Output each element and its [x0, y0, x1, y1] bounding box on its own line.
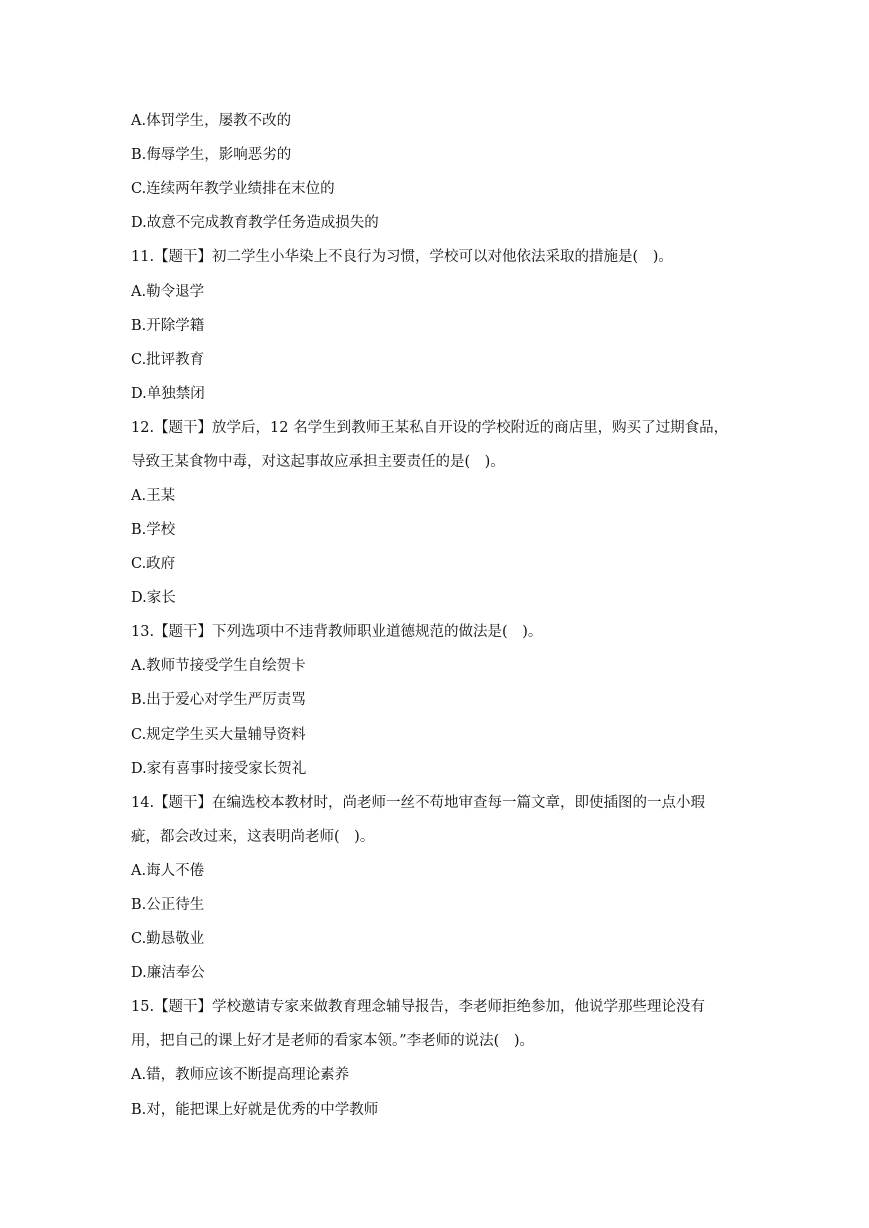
option-line: C.连续两年教学业绩排在末位的: [131, 181, 335, 197]
option-line: C.规定学生买大量辅导资料: [131, 727, 306, 743]
question-12-stem-cont: 导致王某食物中毒，对这起事故应承担主要责任的是( )。: [131, 454, 505, 470]
question-14-stem-cont: 疵，都会改过来，这表明尚老师( )。: [131, 829, 375, 845]
option-line: A.勒令退学: [131, 284, 205, 300]
option-line: C.政府: [131, 556, 176, 572]
question-15-stem: 15.【题干】学校邀请专家来做教育理念辅导报告，李老师拒绝参加，他说学那些理论没有: [131, 999, 706, 1015]
option-line: A.教师节接受学生自绘贺卡: [131, 658, 306, 674]
option-line: D.单独禁闭: [131, 386, 205, 402]
option-line: B.对，能把课上好就是优秀的中学教师: [131, 1102, 379, 1118]
option-line: C.批评教育: [131, 352, 205, 368]
option-line: A.错，教师应该不断提高理论素养: [131, 1067, 350, 1083]
question-11-stem: 11.【题干】初二学生小华染上不良行为习惯，学校可以对他依法采取的措施是( )。: [131, 249, 673, 265]
question-14-stem: 14.【题干】在编选校本教材时，尚老师一丝不苟地审查每一篇文章，即使插图的一点小瑕: [131, 795, 706, 811]
option-line: C.勤恳敬业: [131, 931, 205, 947]
option-line: B.开除学籍: [131, 318, 205, 334]
option-line: B.侮辱学生，影响恶劣的: [131, 147, 292, 163]
option-line: B.出于爱心对学生严厉责骂: [131, 692, 306, 708]
option-line: A.诲人不倦: [131, 863, 205, 879]
option-line: A.王某: [131, 488, 176, 504]
option-line: D.故意不完成教育教学任务造成损失的: [131, 215, 379, 231]
question-15-stem-cont: 用，把自己的课上好才是老师的看家本领。”李老师的说法( )。: [131, 1033, 534, 1049]
option-line: A.体罚学生，屡教不改的: [131, 113, 292, 129]
question-13-stem: 13.【题干】下列选项中不违背教师职业道德规范的做法是( )。: [131, 624, 543, 640]
option-line: D.家有喜事时接受家长贺礼: [131, 761, 307, 777]
option-line: D.家长: [131, 590, 176, 606]
option-line: B.公正待生: [131, 897, 205, 913]
option-line: D.廉洁奉公: [131, 965, 205, 981]
option-line: B.学校: [131, 522, 176, 538]
question-12-stem: 12.【题干】放学后，12 名学生到教师王某私自开设的学校附近的商店里，购买了过期食品，: [131, 420, 729, 436]
